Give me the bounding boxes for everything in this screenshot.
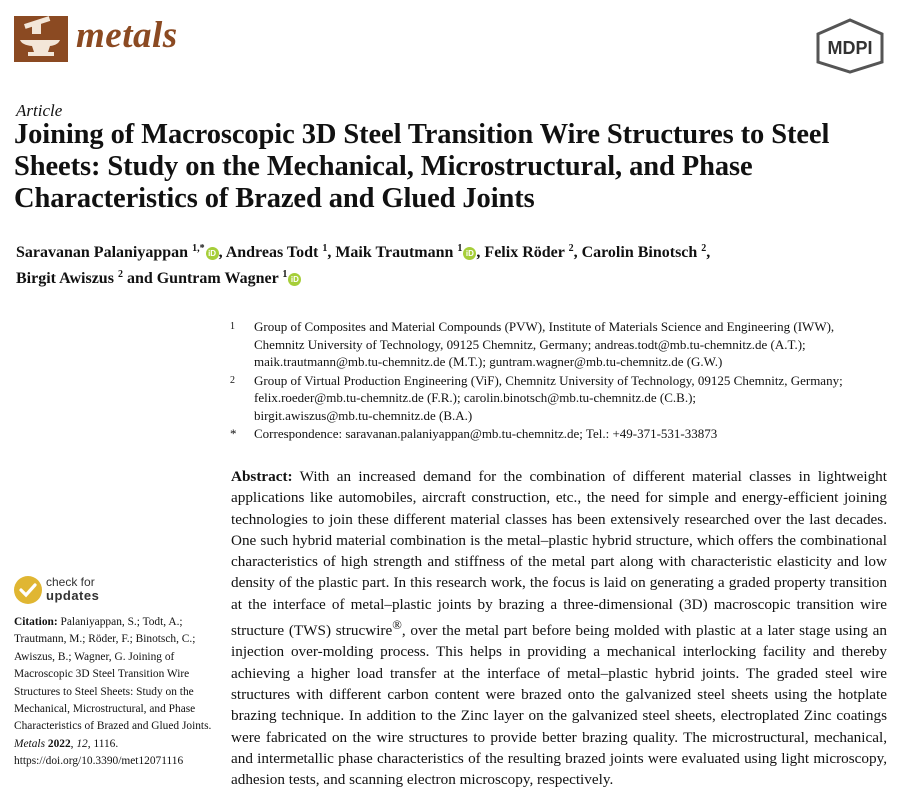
author-list	[16, 238, 886, 290]
abstract-text-part1: With an increased demand for the combination of different material classes in lightweight applications like automobiles, aircraft construction, etc., the need for simple and energy-efficient joining technologies to join these different material classes has been extensively researched over the last decades. One such hybrid material combination is the metal–plastic hybrid structure, which offers the combinational characteristics of high strength and stiffness of the metal part along with characteristic elasticity and low density of the plastic part. In this research work, the focus is laid on generating a graded property transition at the interface of metal–plastic joints by brazing a three-dimensional (3D) macroscopic transition wire structure (TWS) strucwire	[231, 468, 887, 640]
author-name[interactable]: Felix Röder	[484, 244, 565, 261]
affiliation-item	[230, 372, 892, 425]
affiliation-item	[230, 318, 892, 371]
author-name[interactable]: Birgit Awiszus	[16, 270, 114, 287]
check-for-updates-badge[interactable]	[14, 574, 194, 608]
affiliation-item	[230, 425, 892, 443]
article-type: Article	[16, 101, 63, 120]
check-updates-text	[46, 576, 99, 602]
author-separator: ,	[218, 244, 226, 261]
author-affiliation-mark: 2	[701, 243, 707, 254]
check-updates-icon	[14, 576, 42, 604]
affiliation-text	[254, 372, 892, 425]
author-affiliation-mark: 2	[117, 269, 123, 280]
author-affiliation-mark: 1	[322, 243, 328, 254]
affiliation-marker: 1	[230, 321, 235, 332]
author-affiliation-mark: 1	[457, 243, 463, 254]
affiliation-line: Group of Virtual Production Engineering (ViF), Chemnitz University of Technology, 09125 Chemnitz, Germany;	[254, 372, 843, 388]
affiliation-line: Correspondence: saravanan.palaniyappan@mb.tu-chemnitz.de; Tel.: +49-371-531-33873	[254, 426, 718, 441]
affiliation-line: felix.roeder@mb.tu-chemnitz.de (F.R.); carolin.binotsch@mb.tu-chemnitz.de (C.B.);	[254, 390, 697, 405]
journal-name[interactable]: metals	[76, 15, 178, 56]
abstract-text-part2: , over the metal part before being molded with plastic at a later stage using an injection over-molding process. This helps in providing a mechanical interlocking facility and thereby achieving a higher load transfer at the interface of metal–plastic hybrid joints. The graded steel wire structures with different carbon content were brazed onto the galvanized steel sheets using the hotplate brazing technique. In addition to the Zinc layer on the galvanized steel sheets, electroplated Zinc coatings were fabricated on the wire structures to provide better brazing quality. The microstructural, mechanical, and intermetallic phase characteristics of the resulting brazed joints were evaluated using light microscopy, adhesion tests, and scanning electron microscopy, respectively.	[231, 622, 887, 789]
affiliation-marker: *	[230, 426, 237, 441]
citation-volume: 12	[76, 737, 88, 750]
citation-year: 2022	[47, 737, 71, 750]
article-title: Joining of Macroscopic 3D Steel Transition Wire Structures to Steel Sheets: Study on the Mechanical, Microstructural, and Phase Characteristics of Brazed and Glued Joints	[14, 119, 830, 214]
author-separator: ,	[476, 244, 485, 261]
abstract-label: Abstract:	[231, 468, 293, 485]
author-name[interactable]: Carolin Binotsch	[581, 244, 698, 261]
check-updates-line2: updates	[46, 588, 100, 603]
orcid-icon[interactable]: iD	[463, 247, 476, 260]
abstract	[231, 466, 887, 791]
citation-label: Citation:	[14, 616, 58, 628]
author-name[interactable]: Maik Trautmann	[335, 244, 454, 261]
abstract-registered-mark: ®	[392, 618, 402, 633]
citation-doi-link[interactable]: https://doi.org/10.3390/met12071116	[14, 755, 184, 768]
orcid-icon[interactable]: iD	[288, 273, 301, 286]
citation-pages: , 1116.	[87, 737, 119, 750]
affiliation-line: Group of Composites and Material Compounds (PVW), Institute of Materials Science and Engineering (IWW),	[254, 319, 835, 334]
author-name[interactable]: Guntram Wagner	[156, 270, 279, 287]
citation-block: Citation: Palaniyappan, S.; Todt, A.; Trautmann, M.; Röder, F.; Binotsch, C.; Awiszus, B.; Wagner, G. Joining of Macroscopic 3D Steel Transition Wire Structures to Steel Sheets: Study on the Mechanical, Microstructural, and Phase Characteristics of Brazed and Glued Joints. Metals 2022, 12, 1116. https://doi.org/10.3390/met12071116	[14, 616, 212, 768]
affiliation-marker: 2	[230, 374, 235, 386]
author-affiliation-mark: 1	[282, 269, 288, 280]
check-updates-line1: check for	[46, 575, 95, 589]
affiliation-text	[254, 318, 892, 371]
author-affiliation-mark: 2	[568, 243, 574, 254]
author-name[interactable]: Andreas Todt	[225, 244, 319, 261]
orcid-icon[interactable]: iD	[206, 247, 219, 260]
affiliation-text	[254, 425, 892, 443]
citation-journal: Metals	[14, 737, 46, 750]
author-affiliation-mark: 1,*	[192, 243, 205, 254]
author-separator: and	[122, 270, 157, 287]
author-separator: ,	[706, 244, 711, 261]
author-separator: ,	[573, 244, 582, 261]
journal-header	[0, 0, 902, 80]
citation-text: Palaniyappan, S.; Todt, A.; Trautmann, M.; Röder, F.; Binotsch, C.; Awiszus, B.; Wagner, G. Joining of Macroscopic 3D Steel Transition Wire Structures to Steel Sheets: Study on the Mechanical, Microstructural, and Phase Characteristics of Brazed and Glued Joints.	[14, 616, 212, 733]
affiliation-line: birgit.awiszus@mb.tu-chemnitz.de (B.A.)	[254, 407, 473, 423]
affiliation-line: Chemnitz University of Technology, 09125 Chemnitz, Germany; andreas.todt@mb.tu-chemnitz.de (A.T.);	[254, 336, 806, 352]
affiliations	[230, 318, 892, 444]
publisher-name: MDPI	[827, 38, 873, 58]
mdpi-logo-icon[interactable]	[814, 18, 886, 74]
affiliation-line: maik.trautmann@mb.tu-chemnitz.de (M.T.); guntram.wagner@mb.tu-chemnitz.de (G.W.)	[254, 354, 723, 369]
anvil-logo-icon	[14, 16, 68, 62]
author-name[interactable]: Saravanan Palaniyappan	[16, 244, 189, 261]
author-separator: ,	[327, 244, 336, 261]
